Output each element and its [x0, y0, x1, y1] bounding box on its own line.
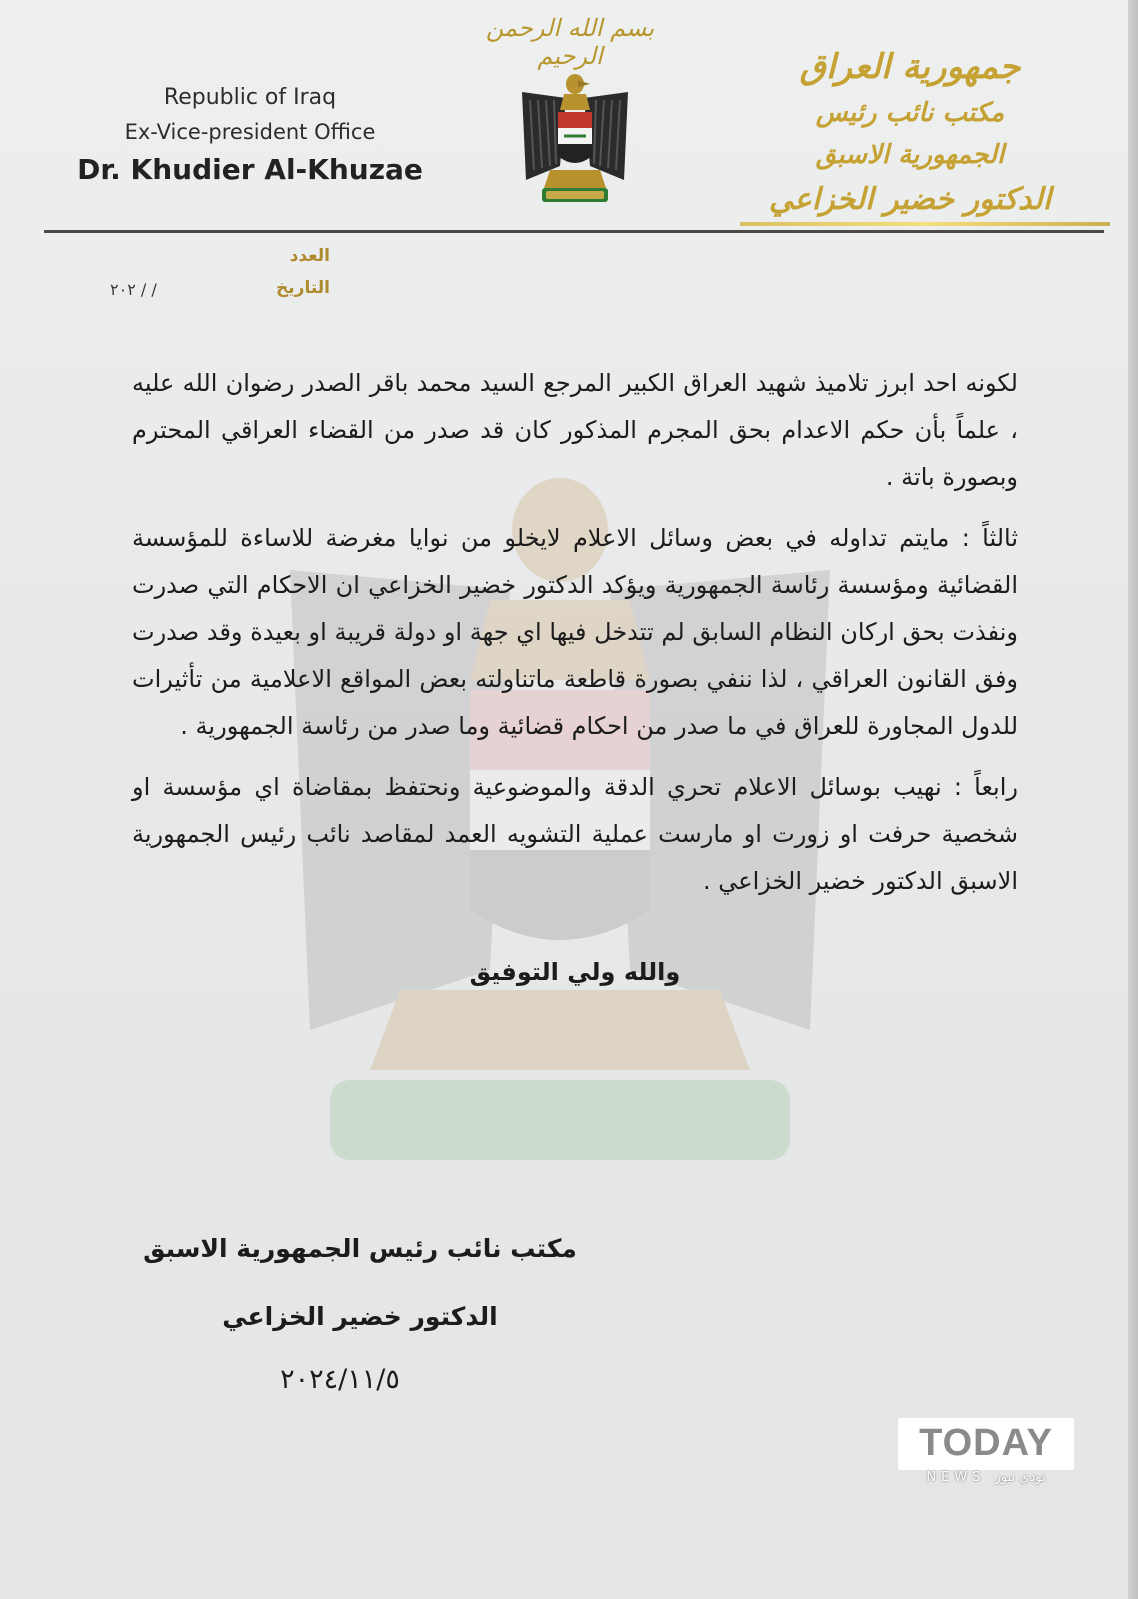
header-name: Dr. Khudier Al-Khuzae — [77, 153, 423, 186]
today-logo-text: TODAY — [919, 1422, 1053, 1464]
header-gold-rule — [740, 222, 1110, 226]
closing-phrase: والله ولي التوفيق — [469, 958, 681, 986]
signature-name: الدكتور خضير الخزاعي — [222, 1302, 498, 1331]
header-country: Republic of Iraq — [163, 85, 337, 110]
iraq-eagle-emblem-icon — [520, 70, 630, 210]
paragraph-fourth: رابعاً : نهيب بوسائل الاعلام تحري الدقة والموضوعية ونحتفظ بمقاضاة اي مؤسسة او شخصية حرفت او زورت او مارست عملية التشويه العمد لمقاصد نائب رئيس الجمهورية الاسبق الدكتور خضير الخزاعي . — [132, 773, 1018, 895]
signature-office: مكتب نائب رئيس الجمهورية الاسبق — [143, 1234, 577, 1263]
header-divider — [44, 230, 1104, 233]
header-office: Ex-Vice-president Office — [124, 120, 376, 144]
signature-date: ٢٠٢٤/١١/٥ — [280, 1364, 400, 1395]
reference-date-label: التاريخ — [276, 278, 330, 298]
today-news-logo — [898, 1418, 1074, 1470]
arabic-office: مكتب نائب رئيس الجمهورية الاسبق — [815, 98, 1005, 170]
letter-body — [132, 360, 1018, 919]
paragraph-continuation: لكونه احد ابرز تلاميذ شهيد العراق الكبير المرجع السيد محمد باقر الصدر رضوان الله عليه ، علماً بأن حكم الاعدام بحق المجرم المذكور كان قد صدر من القضاء العراقي المحترم وبصورة باتة . — [132, 369, 1018, 491]
arabic-name: الدكتور خضير الخزاعي — [768, 182, 1052, 217]
paragraph-third: ثالثاً : مايتم تداوله في بعض وسائل الاعلام لايخلو من نوايا مغرضة للاساءة للمؤسسة القضائية ومؤسسة رئاسة الجمهورية ويؤكد الدكتور خضير الخزاعي ان الاحكام التي صدرت ونفذت بحق اركان النظام السابق لم تتدخل فيها اي جهة او دولة قريبة او بعيدة وقد صدرت وفق القانون العراقي ، لذا ننفي بصورة قاطعة ماتناولته بعض المواقع الاعلامية من تأثيرات للدول المجاورة للعراق في ما صدر من احكام قضائية وما صدر من رئاسة الجمهورية . — [132, 524, 1018, 740]
today-logo-subtitle: NEWS تودي نيوز — [926, 1470, 1046, 1485]
reference-number-label: العدد — [289, 246, 330, 266]
reference-date-value: / / ٢٠٢ — [110, 280, 157, 299]
basmala-calligraphy: بسم الله الرحمن الرحيم — [485, 14, 655, 70]
paper-edge-shadow — [1128, 0, 1138, 1599]
english-header — [60, 82, 440, 190]
arabic-country: جمهورية العراق — [799, 47, 1021, 87]
arabic-header — [760, 42, 1060, 224]
